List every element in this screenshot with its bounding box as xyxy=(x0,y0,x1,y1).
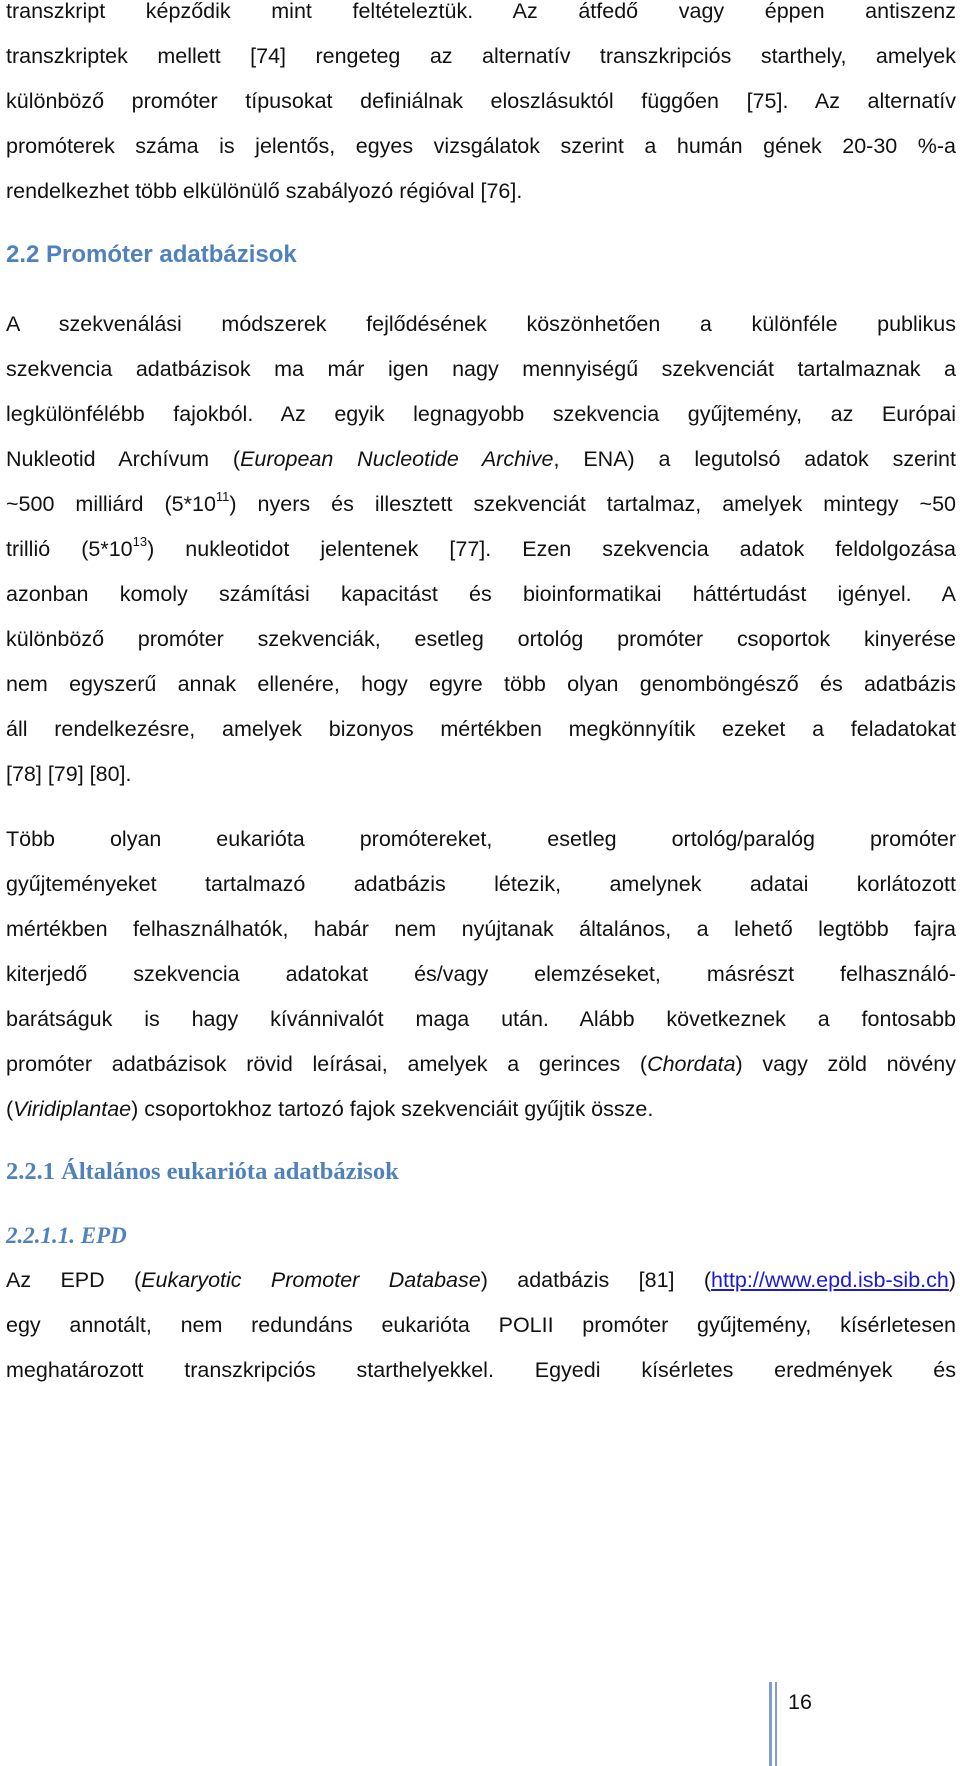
superscript: 13 xyxy=(132,534,148,549)
text-line: A szekvenálási módszerek fejlődésének köszönhetően a különféle publikus xyxy=(6,312,956,336)
text-run-italic: Eukaryotic Promoter Database xyxy=(141,1268,481,1292)
text-line xyxy=(6,434,956,484)
page-number: 16 xyxy=(788,1690,812,1714)
section-heading-promoter-databases: 2.2 Promóter adatbázisok xyxy=(6,241,297,268)
text-line: különböző promóter szekvenciák, esetleg ortológ promóter csoportok kinyerése xyxy=(6,627,956,651)
text-run: trillió (5*10 xyxy=(6,537,133,561)
text-line: kiterjedő szekvencia adatokat és/vagy elemzéseket, másrészt felhasználó- xyxy=(6,962,956,986)
text-run: ( xyxy=(6,1097,14,1121)
page-number-rule xyxy=(769,1682,772,1766)
text-line: Több olyan eukarióta promótereket, esetleg ortológ/paralóg promóter xyxy=(6,827,956,851)
superscript: 11 xyxy=(215,489,230,504)
text-run: ) vagy zöld növény xyxy=(735,1052,957,1076)
text-run: , ENA) a legutolsó adatok szerint xyxy=(553,447,956,471)
page-number-rule xyxy=(775,1682,777,1766)
text-run: ) xyxy=(948,1268,957,1292)
text-line: rendelkezhet több elkülönülő szabályozó régióval [76]. xyxy=(6,179,523,203)
text-run: ) nyers és illesztett szekvenciát tartalmaz, amelyek mintegy ~50 xyxy=(229,492,956,516)
text-line: azonban komoly számítási kapacitást és bioinformatikai háttértudást igényel. A xyxy=(6,582,956,606)
text-run: promóter adatbázisok rövid leírásai, amelyek a gerinces ( xyxy=(6,1052,648,1076)
text-line: áll rendelkezésre, amelyek bizonyos mértékben megkönnyítik ezeket a feladatokat xyxy=(6,717,956,741)
text-line: promóterek száma is jelentős, egyes vizsgálatok szerint a humán gének 20-30 %-a xyxy=(6,134,956,158)
text-line: gyűjteményeket tartalmazó adatbázis létezik, amelynek adatai korlátozott xyxy=(6,872,956,896)
text-run: Nukleotid Archívum ( xyxy=(6,447,241,471)
text-line: egy annotált, nem redundáns eukarióta POLII promóter gyűjtemény, kísérletesen xyxy=(6,1313,956,1337)
text-line xyxy=(6,524,956,574)
text-line: transzkript képződik mint feltételeztük. Az átfedő vagy éppen antiszenz xyxy=(6,0,956,23)
text-line xyxy=(6,1039,956,1089)
text-line: legkülönfélébb fajokból. Az egyik legnagyobb szekvencia gyűjtemény, az Európai xyxy=(6,402,956,426)
text-line: szekvencia adatbázisok ma már igen nagy mennyiségű szekvenciát tartalmaznak a xyxy=(6,357,956,381)
text-line: különböző promóter típusokat definiálnak eloszlásuktól függően [75]. Az alternatív xyxy=(6,89,956,113)
text-line xyxy=(6,479,956,529)
text-line xyxy=(6,1084,956,1134)
text-run: ~500 milliárd (5*10 xyxy=(6,492,216,516)
text-line: nem egyszerű annak ellenére, hogy egyre több olyan genomböngésző és adatbázis xyxy=(6,672,956,696)
text-run-italic: Chordata xyxy=(647,1052,736,1076)
section-heading-epd: 2.2.1.1. EPD xyxy=(6,1223,127,1248)
text-run-italic: Viridiplantae xyxy=(13,1097,132,1121)
epd-url-link[interactable]: http://www.epd.isb-sib.ch xyxy=(711,1268,949,1292)
text-line: barátságuk is hagy kívánnivalót maga után. Alább következnek a fontosabb xyxy=(6,1007,956,1031)
text-run: ) csoportokhoz tartozó fajok szekvenciáit gyűjtik össze. xyxy=(131,1097,654,1121)
text-run-italic: European Nucleotide Archive xyxy=(240,447,554,471)
text-run: ) adatbázis [81] ( xyxy=(480,1268,712,1292)
text-run: ) nukleotidot jelentenek [77]. Ezen szekvencia adatok feldolgozása xyxy=(147,537,956,561)
text-run: Az EPD ( xyxy=(6,1268,142,1292)
text-line: meghatározott transzkripciós starthelyekkel. Egyedi kísérletes eredmények és xyxy=(6,1358,956,1382)
text-line xyxy=(6,1255,956,1305)
text-line: mértékben felhasználhatók, habár nem nyújtanak általános, a lehető legtöbb fajra xyxy=(6,917,956,941)
text-line: transzkriptek mellett [74] rengeteg az alternatív transzkripciós starthely, amelyek xyxy=(6,44,956,68)
section-heading-general-eukaryotic: 2.2.1 Általános eukarióta adatbázisok xyxy=(6,1158,399,1185)
text-line: [78] [79] [80]. xyxy=(6,762,132,786)
